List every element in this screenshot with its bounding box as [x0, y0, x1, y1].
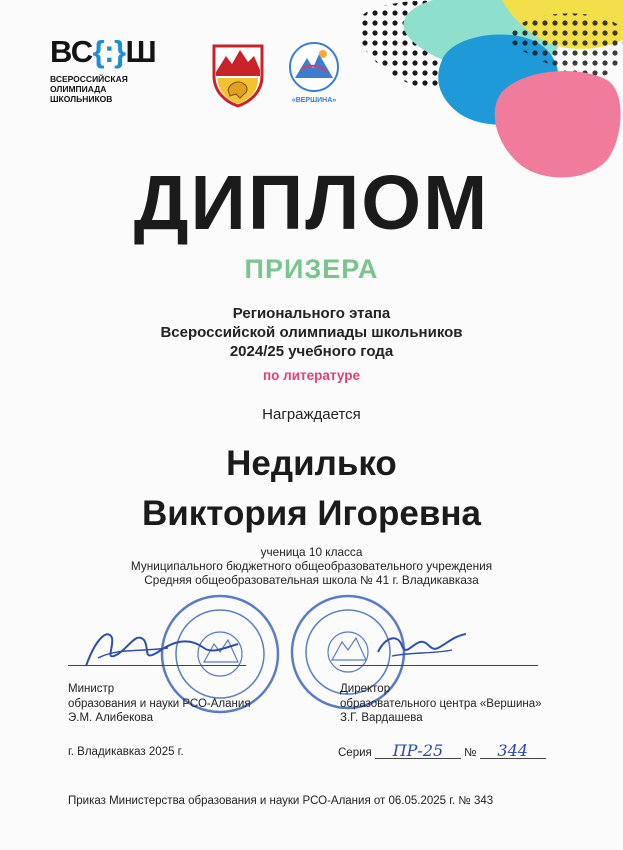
series-number [338, 741, 546, 760]
logo-sub-line: ВСЕРОССИЙСКАЯ [50, 74, 128, 84]
director-signature-line [340, 665, 538, 666]
signatory-line: З.Г. Вардашева [340, 712, 423, 724]
school-info [0, 545, 623, 587]
stage-line: Всероссийской олимпиады школьников [160, 324, 463, 341]
school-line: Муниципального бюджетного общеобразовательного учреждения [130, 559, 493, 573]
vershina-label: «ВЕРШИНА» [291, 97, 337, 104]
director-signature-block [340, 682, 542, 726]
school-line: ученица 10 класса [260, 545, 363, 559]
signatory-line: Министр [68, 683, 115, 695]
signatory-line: Э.М. Алибекова [68, 712, 154, 724]
minister-signature-line [68, 665, 246, 666]
vsosh-logo [50, 36, 156, 104]
republic-emblem-icon [210, 42, 266, 108]
recipient-surname: Недилько [226, 444, 397, 483]
signatory-line: Директор [340, 683, 391, 695]
number-label: № [464, 747, 477, 759]
diploma-title: ДИПЛОМ [133, 160, 490, 246]
logo-word-left: ВС [50, 34, 93, 69]
signatory-line: образования и науки РСО-Алания [68, 697, 251, 710]
recipient-given-names: Виктория Игоревна [141, 494, 482, 533]
signatory-line: образовательного центра «Вершина» [340, 697, 542, 710]
place-year: г. Владикавказ 2025 г. [68, 746, 184, 758]
logo-sub-line: ОЛИМПИАДА [50, 84, 107, 94]
subject: по литературе [263, 368, 360, 383]
director-signature-icon [372, 626, 472, 670]
logo-brace: {:} [92, 34, 126, 69]
stage-line: Регионального этапа [232, 305, 391, 322]
stage-line: 2024/25 учебного года [229, 343, 394, 360]
minister-signature-block [68, 682, 251, 726]
logo-sub-line: ШКОЛЬНИКОВ [50, 94, 113, 104]
vershina-logo-icon [285, 40, 343, 106]
logo-word-right: Ш [125, 34, 157, 69]
order-reference: Приказ Министерства образования и науки РСО-Алания от 06.05.2025 г. № 343 [68, 795, 494, 807]
series-label: Серия [338, 747, 372, 759]
school-line: Средняя общеобразовательная школа № 41 г. Владикавказа [144, 573, 479, 587]
series-value: ПР-25 [375, 744, 461, 759]
logo-subtitle [50, 74, 156, 104]
number-value: 344 [480, 744, 546, 759]
awarded-label: Награждается [262, 406, 361, 423]
diploma-rank: ПРИЗЕРА [244, 254, 379, 284]
olympiad-stage [0, 304, 623, 361]
